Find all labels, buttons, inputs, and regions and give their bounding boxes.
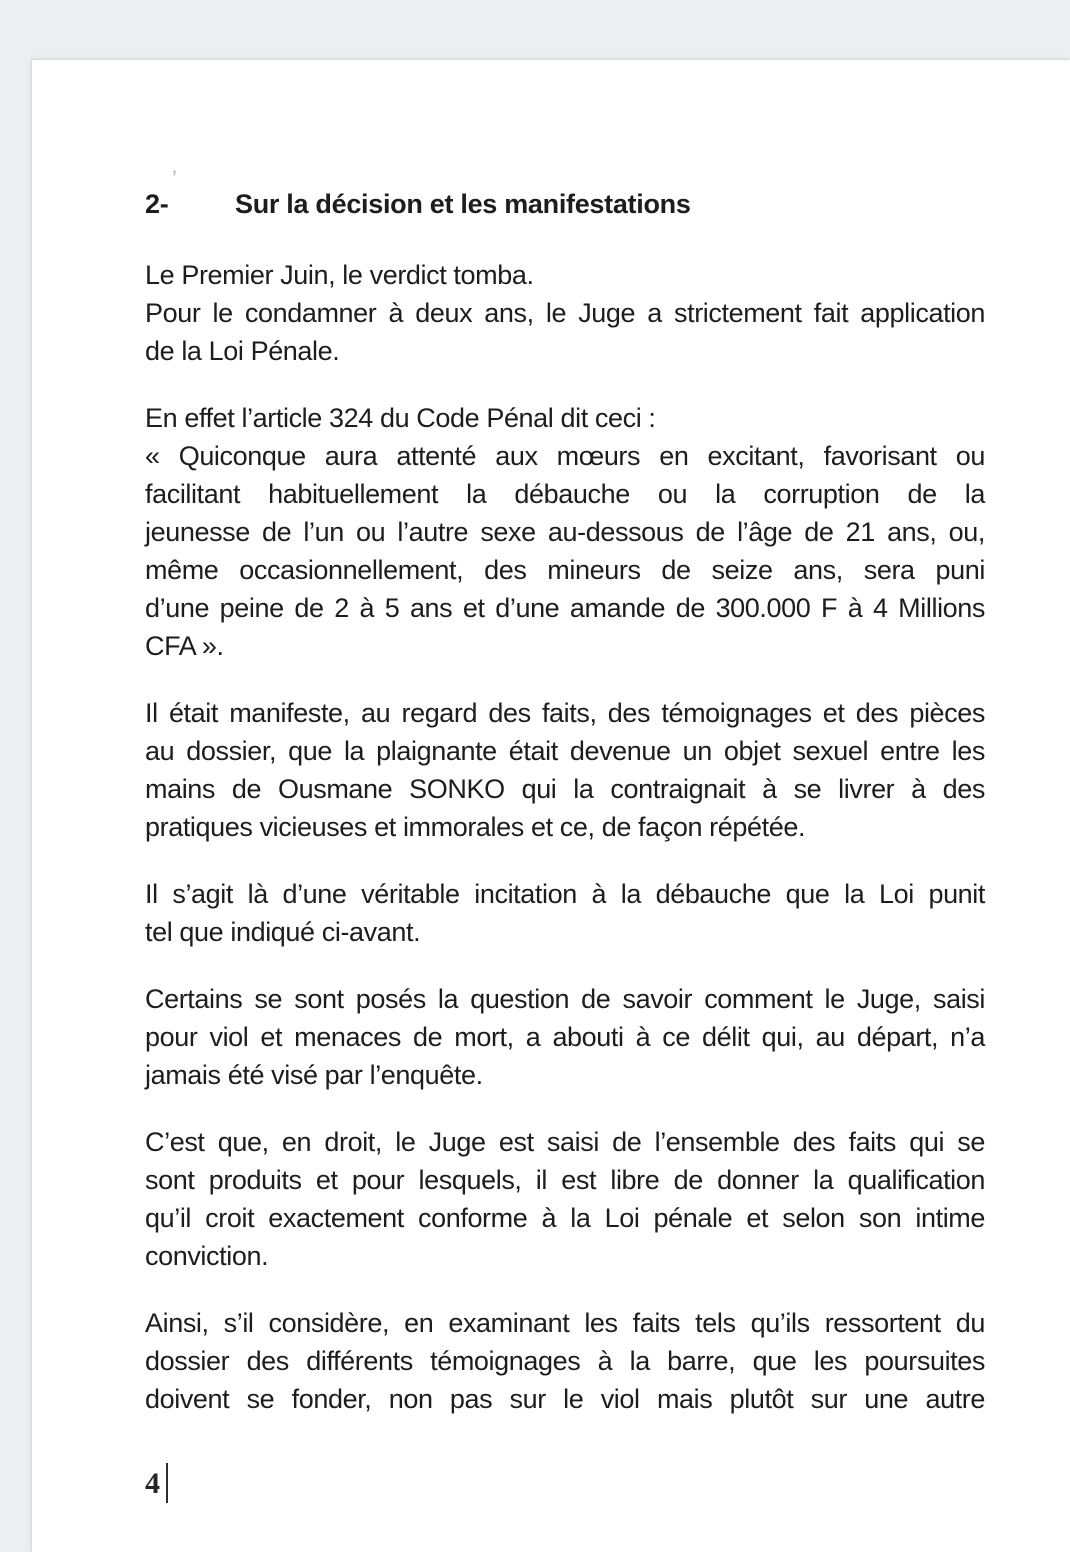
text-line: qu’il croit exactement conforme à la Loi pénale et selon son intime bbox=[145, 1203, 985, 1233]
text-line: « Quiconque aura attenté aux mœurs en excitant, favorisant ou bbox=[145, 441, 985, 471]
page-number: 4 bbox=[145, 1467, 160, 1500]
text-line: même occasionnellement, des mineurs de seize ans, sera puni bbox=[145, 555, 985, 585]
text-line: Il s’agit là d’une véritable incitation à la débauche que la Loi punit bbox=[145, 879, 985, 909]
text-line: En effet l’article 324 du Code Pénal dit ceci : bbox=[145, 403, 656, 433]
text-line: conviction. bbox=[145, 1241, 269, 1271]
section-title: Sur la décision et les manifestations bbox=[235, 189, 691, 219]
text-line: jamais été visé par l’enquête. bbox=[145, 1060, 483, 1090]
text-line: CFA ». bbox=[145, 631, 224, 661]
text-line: facilitant habituellement la débauche ou la corruption de la bbox=[145, 479, 985, 509]
text-line: Pour le condamner à deux ans, le Juge a strictement fait application bbox=[145, 298, 985, 328]
text-line: d’une peine de 2 à 5 ans et d’une amande de 300.000 F à 4 Millions bbox=[145, 593, 985, 623]
document-body bbox=[145, 256, 985, 1418]
paragraph bbox=[145, 875, 985, 951]
text-line: pour viol et menaces de mort, a abouti à ce délit qui, au départ, n’a bbox=[145, 1022, 985, 1052]
text-line: doivent se fonder, non pas sur le viol mais plutôt sur une autre bbox=[145, 1384, 985, 1414]
text-line: mains de Ousmane SONKO qui la contraignait à se livrer à des bbox=[145, 774, 985, 804]
paragraph bbox=[145, 1123, 985, 1275]
section-heading bbox=[145, 185, 985, 223]
section-number: 2- bbox=[145, 189, 169, 219]
text-line: Certains se sont posés la question de savoir comment le Juge, saisi bbox=[145, 984, 985, 1014]
text-line: Il était manifeste, au regard des faits, des témoignages et des pièces bbox=[145, 698, 985, 728]
text-line: tel que indiqué ci-avant. bbox=[145, 917, 421, 947]
paragraph bbox=[145, 256, 985, 370]
paragraph bbox=[145, 694, 985, 846]
text-line: Ainsi, s’il considère, en examinant les faits tels qu’ils ressortent du bbox=[145, 1308, 985, 1338]
text-line: au dossier, que la plaignante était devenue un objet sexuel entre les bbox=[145, 736, 985, 766]
text-line: dossier des différents témoignages à la barre, que les poursuites bbox=[145, 1346, 985, 1376]
text-line: pratiques vicieuses et immorales et ce, de façon répétée. bbox=[145, 812, 806, 842]
text-line: jeunesse de l’un ou l’autre sexe au-dessous de l’âge de 21 ans, ou, bbox=[145, 517, 985, 547]
text-line: C’est que, en droit, le Juge est saisi de l’ensemble des faits qui se bbox=[145, 1127, 985, 1157]
text-line: sont produits et pour lesquels, il est libre de donner la qualification bbox=[145, 1165, 985, 1195]
paragraph bbox=[145, 1304, 985, 1418]
page-content bbox=[32, 60, 1070, 1499]
page-number-bar bbox=[166, 1463, 168, 1503]
paragraph bbox=[145, 980, 985, 1094]
paragraph bbox=[145, 399, 985, 665]
document-page bbox=[32, 60, 1070, 1552]
page-footer bbox=[145, 1457, 985, 1499]
text-line: de la Loi Pénale. bbox=[145, 336, 340, 366]
text-line: Le Premier Juin, le verdict tomba. bbox=[145, 260, 534, 290]
scan-artifact-mark: ’ bbox=[172, 166, 177, 191]
